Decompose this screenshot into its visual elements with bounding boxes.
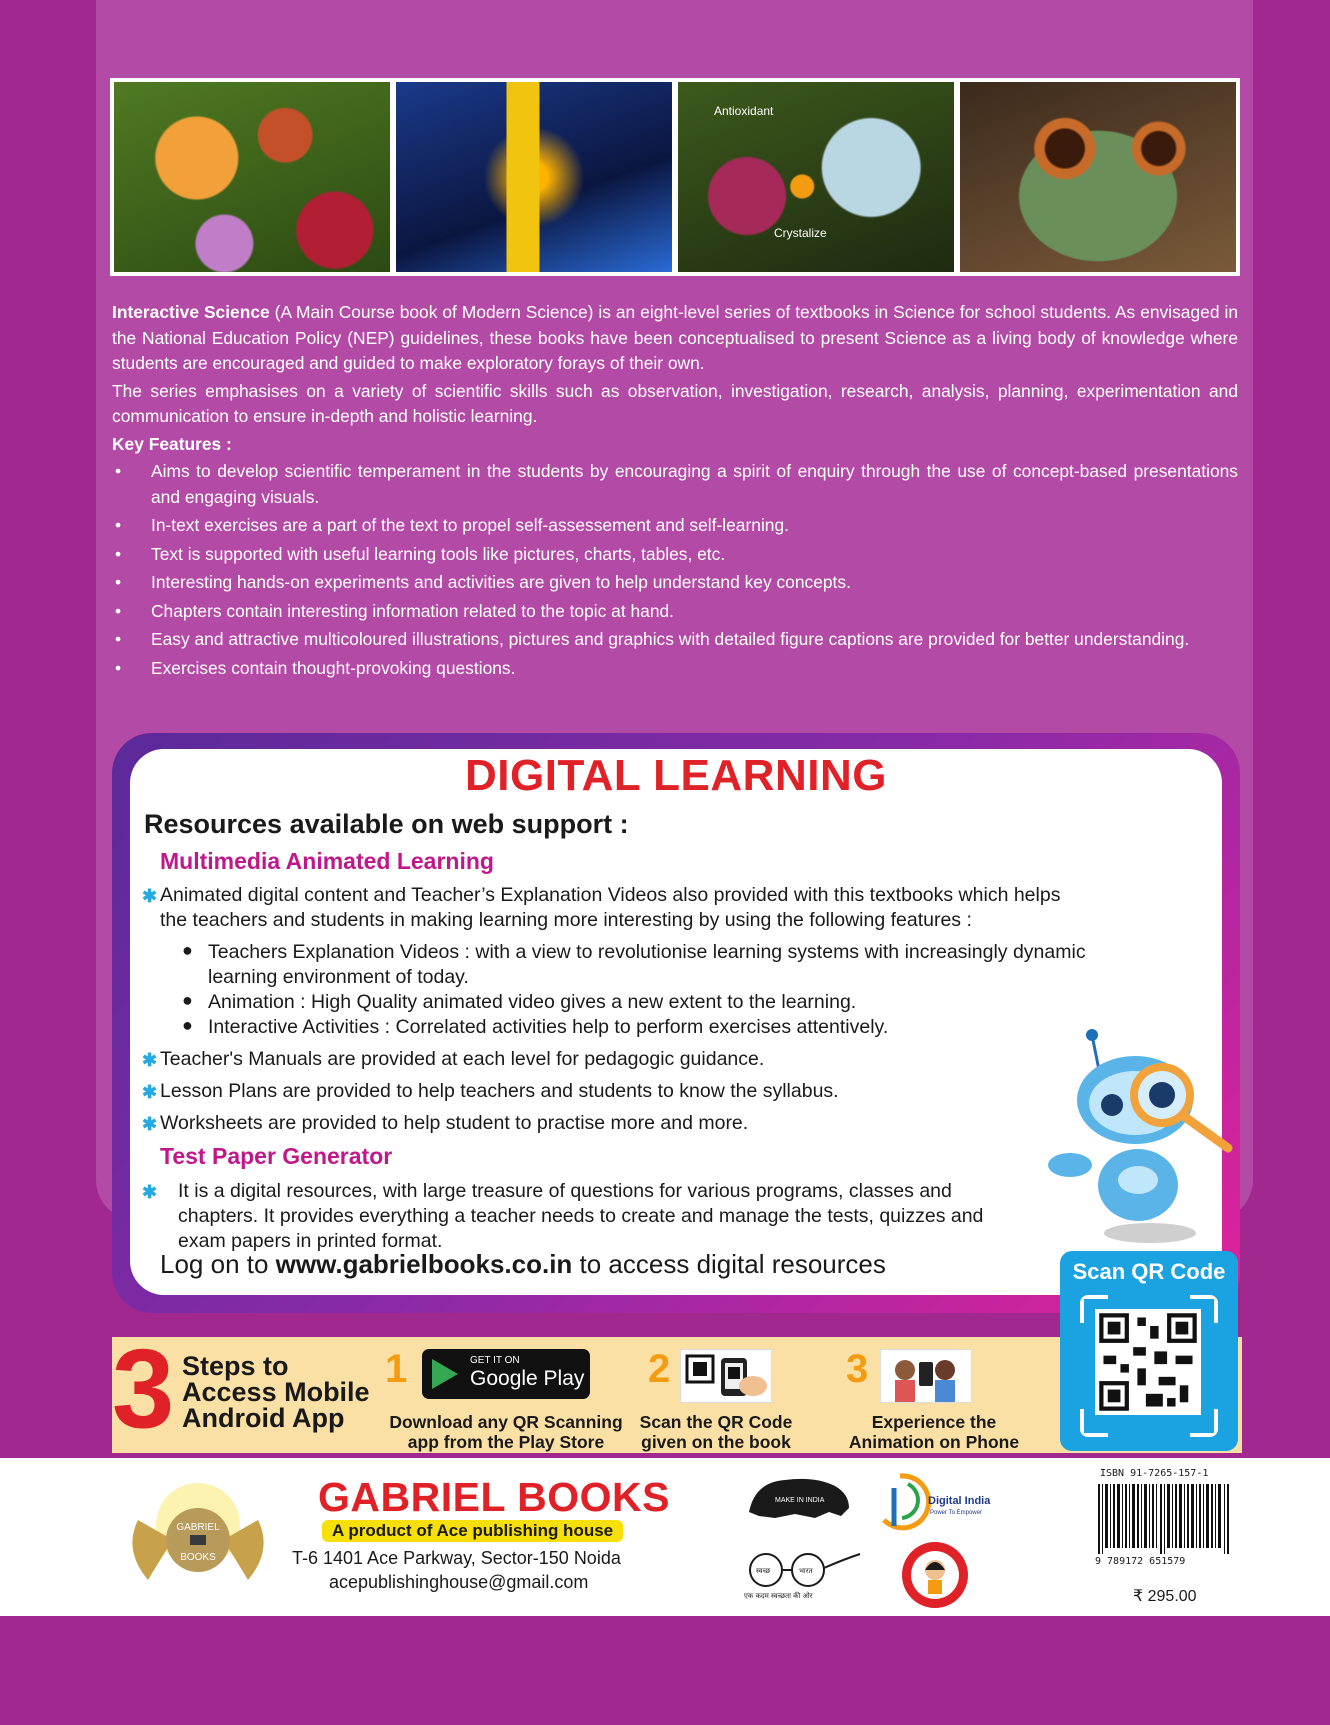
publisher-tagline: A product of Ace publishing house [322,1520,623,1542]
step-caption-line: Scan the QR Code [639,1412,793,1432]
logo-text-bottom: BOOKS [180,1552,216,1563]
feature-item: • Chapters contain interesting information related to the topic at hand. [112,599,1238,625]
beti-bachao-logo-icon [900,1540,970,1610]
step-1-number: 1 [385,1347,408,1391]
logon-suffix: to access digital resources [572,1249,886,1279]
star-bullet-icon: ✱ [142,1082,158,1102]
robot-mascot-icon [1040,1025,1250,1250]
sub-feature-animation: Animation : High Quality animated video gives a new extent to the learning. [208,991,857,1013]
photo-strip [110,78,1240,276]
steps-title-line: Steps to [182,1351,289,1381]
description-text-1: (A Main Course book of Modern Science) is an eight-level series of textbooks in Science for school students. As envisaged in the National Education Policy (NEP) guidelines, these books have been conceptualised to present Science as a living body of knowledge where students are encouraged and guided to make exploratory forays of their own. [112,302,1238,373]
worksheets: Worksheets are provided to help student to practise more and more. [160,1112,749,1134]
feature-item: • Easy and attractive multicoloured illustrations, pictures and graphics with detailed figure captions are provided for better understanding. [112,627,1238,653]
tpg-line: It is a digital resources, with large treasure of questions for various programs, classes and [178,1180,952,1202]
description [112,300,1238,684]
play-store-icon [432,1359,458,1389]
feature-item: • Text is supported with useful learning tools like pictures, charts, tables, etc. [112,542,1238,568]
step-3-caption [802,1412,1066,1452]
publisher-brand: GABRIEL BOOKS [318,1474,670,1520]
publisher-email[interactable]: acepublishinghouse@gmail.com [329,1572,589,1592]
digital-india-tag: Power To Empower [930,1510,982,1516]
logo-text-top: GABRIEL [176,1522,220,1533]
crystalize-label: Crystalize [774,226,827,240]
lesson-plans: Lesson Plans are provided to help teachers and students to know the syllabus. [160,1080,839,1102]
key-features-list [112,459,1238,681]
multimedia-text-1: Animated digital content and Teacher’s Explanation Videos also provided with this textbooks which helps [160,884,1061,906]
multimedia-title: Multimedia Animated Learning [160,848,494,874]
dot-bullet-icon: ● [182,990,193,1010]
resources-heading: Resources available on web support : [144,809,629,839]
series-title: Interactive Science [112,302,270,322]
price: ₹ 295.00 [1133,1588,1197,1605]
frog-photo [960,82,1236,272]
steps-title-line: Android App [182,1403,345,1433]
scan-phone-icon [680,1349,772,1403]
publisher-address: T-6 1401 Ace Parkway, Sector-150 Noida [292,1548,621,1568]
step-caption-line: Download any QR Scanning [389,1412,623,1432]
steps-title-line: Access Mobile [182,1377,370,1407]
digital-india-text: Digital India [928,1495,991,1507]
step-caption-line: app from the Play Store [407,1432,605,1452]
feature-item: • Exercises contain thought-provoking questions. [112,656,1238,682]
description-paragraph-2: The series emphasises on a variety of scientific skills such as observation, investigation, research, analysis, planning, experimentation and communication to ensure in-depth and holistic learning. [112,380,1238,426]
butterfly-photo [114,82,390,272]
description-paragraph-1 [112,300,1238,377]
sub-feature-videos-cont: learning environment of today. [208,966,469,988]
feature-item: • In-text exercises are a part of the text to propel self-assessement and self-learning. [112,513,1238,539]
digital-learning-title: DIGITAL LEARNING [465,751,887,800]
step-caption-line: Experience the [871,1412,997,1432]
test-paper-generator-title: Test Paper Generator [160,1143,393,1169]
watching-phone-icon [880,1349,972,1403]
qr-code-icon[interactable] [1095,1309,1201,1415]
sub-feature-activities: Interactive Activities : Correlated activities help to perform exercises attentively. [208,1016,889,1038]
logon-text [160,1249,886,1280]
footer [0,1458,1330,1616]
google-play-text: Google Play [470,1367,585,1390]
cell-photo [678,82,954,272]
sub-feature-videos: Teachers Explanation Videos : with a view to revolutionise learning systems with increasingly dynamic [208,941,1086,963]
star-bullet-icon: ✱ [142,1050,158,1070]
key-features-title: Key Features : [112,433,232,454]
bharat-text: भारत [799,1567,813,1575]
dot-bullet-icon: ● [182,940,193,960]
steps-big-number: 3 [112,1326,175,1451]
scan-qr-label: Scan QR Code [1072,1259,1226,1284]
step-caption-line: Animation on Phone [848,1432,1020,1452]
feature-item: • Interesting hands-on experiments and activities are given to help understand key concepts. [112,570,1238,596]
multimedia-text-2: the teachers and students in making learning more interesting by using the following features : [160,909,972,931]
isbn-text: ISBN 91-7265-157-1 [1100,1468,1209,1479]
step-2-number: 2 [648,1347,671,1391]
make-in-india-lion-icon [745,1472,855,1524]
feature-item: • Aims to develop scientific temperament in the students by encouraging a spirit of enquiry through the use of concept-based presentations and engaging visuals. [112,459,1238,510]
make-in-india-text: MAKE IN INDIA [775,1497,825,1504]
google-play-small-text: GET IT ON [470,1355,520,1366]
steps-title [182,1353,370,1431]
gabriel-books-logo [118,1480,278,1590]
step-caption-line: given on the book [641,1432,791,1452]
swachh-caption: एक कदम स्वच्छता की ओर [744,1592,813,1600]
antioxidant-label: Antioxidant [714,104,774,118]
website-link[interactable]: www.gabrielbooks.co.in [275,1249,573,1279]
test-tube-photo [396,82,672,272]
star-bullet-icon: ✱ [142,1182,158,1202]
tpg-line: exam papers in printed format. [178,1230,443,1252]
star-bullet-icon: ✱ [142,1114,158,1134]
digital-india-logo [878,1470,998,1532]
step-3-number: 3 [846,1347,869,1391]
dot-bullet-icon: ● [182,1015,193,1035]
tpg-line: chapters. It provides everything a teacher needs to create and manage the tests, quizzes and [178,1205,984,1227]
star-bullet-icon: ✱ [142,886,158,906]
qr-code-box [1060,1251,1238,1451]
swachh-text: स्वच्छ [756,1567,771,1575]
logon-prefix: Log on to [160,1249,276,1279]
barcode-numbers: 9 789172 651579 [1095,1556,1186,1567]
teacher-manuals: Teacher's Manuals are provided at each level for pedagogic guidance. [160,1048,765,1070]
barcode-icon [1098,1484,1230,1554]
swachh-bharat-glasses-icon [742,1550,862,1602]
google-play-badge[interactable] [422,1349,590,1399]
